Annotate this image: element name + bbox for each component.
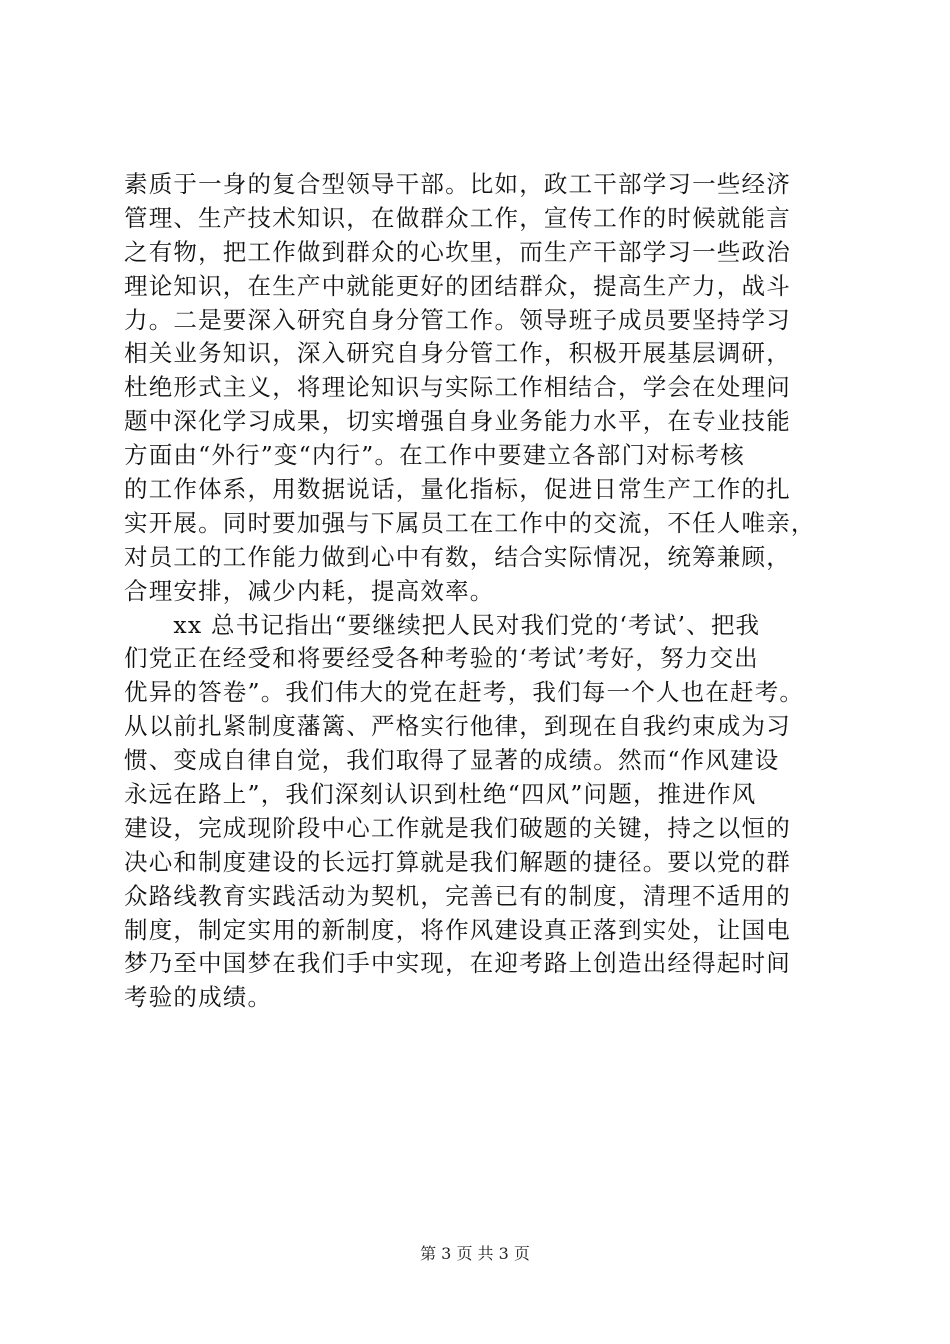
text-line: 实开展。同时要加强与下属员工在工作中的交流，不任人唯亲， (124, 508, 816, 537)
text-line: 考验的成绩。 (124, 983, 273, 1012)
page-footer: 第 3 页 共 3 页 (420, 1244, 530, 1263)
text-line: 们党正在经受和将要经受各种考验的‘考试’考好，努力交出 (124, 644, 759, 673)
text-line: 题中深化学习成果，切实增强自身业务能力水平，在专业技能 (124, 407, 791, 436)
text-line: 理论知识，在生产中就能更好的团结群众，提高生产力，战斗 (124, 271, 791, 300)
text-line: 从以前扎紧制度藩篱、严格实行他律，到现在自我约束成为习 (124, 712, 791, 741)
text-line: 建设，完成现阶段中心工作就是我们破题的关键，持之以恒的 (124, 813, 791, 842)
text-line: 惯、变成自律自觉，我们取得了显著的成绩。然而“作风建设 (124, 746, 780, 775)
text-line: 杜绝形式主义，将理论知识与实际工作相结合，学会在处理问 (124, 373, 791, 402)
text-line: 永远在路上”，我们深刻认识到杜绝“四风”问题，推进作风 (124, 780, 757, 809)
text-line: 之有物，把工作做到群众的心坎里，而生产干部学习一些政治 (124, 237, 791, 266)
text-line: 优异的答卷”。我们伟大的党在赶考，我们每一个人也在赶考。 (124, 678, 805, 707)
text-line: 合理安排，减少内耗，提高效率。 (124, 576, 495, 605)
text-line: 的工作体系，用数据说话，量化指标，促进日常生产工作的扎 (124, 475, 791, 504)
text-line: 力。二是要深入研究自身分管工作。领导班子成员要坚持学习 (124, 305, 791, 334)
text-line: 制度，制定实用的新制度，将作风建设真正落到实处，让国电 (124, 915, 791, 944)
body-text (124, 168, 834, 1015)
text-line: 相关业务知识，深入研究自身分管工作，积极开展基层调研， (124, 339, 791, 368)
text-line: xx 总书记指出“要继续把人民对我们党的‘考试’、把我 (124, 610, 761, 639)
text-line: 对员工的工作能力做到心中有数，结合实际情况，统筹兼顾， (124, 542, 791, 571)
text-line: 决心和制度建设的长远打算就是我们解题的捷径。要以党的群 (124, 847, 791, 876)
text-line: 梦乃至中国梦在我们手中实现，在迎考路上创造出经得起时间 (124, 949, 791, 978)
text-line: 管理、生产技术知识，在做群众工作，宣传工作的时候就能言 (124, 203, 791, 232)
text-line: 众路线教育实践活动为契机，完善已有的制度，清理不适用的 (124, 881, 791, 910)
text-line: 素质于一身的复合型领导干部。比如，政工干部学习一些经济 (124, 170, 791, 198)
text-line: 方面由“外行”变“内行”。在工作中要建立各部门对标考核 (124, 441, 745, 470)
